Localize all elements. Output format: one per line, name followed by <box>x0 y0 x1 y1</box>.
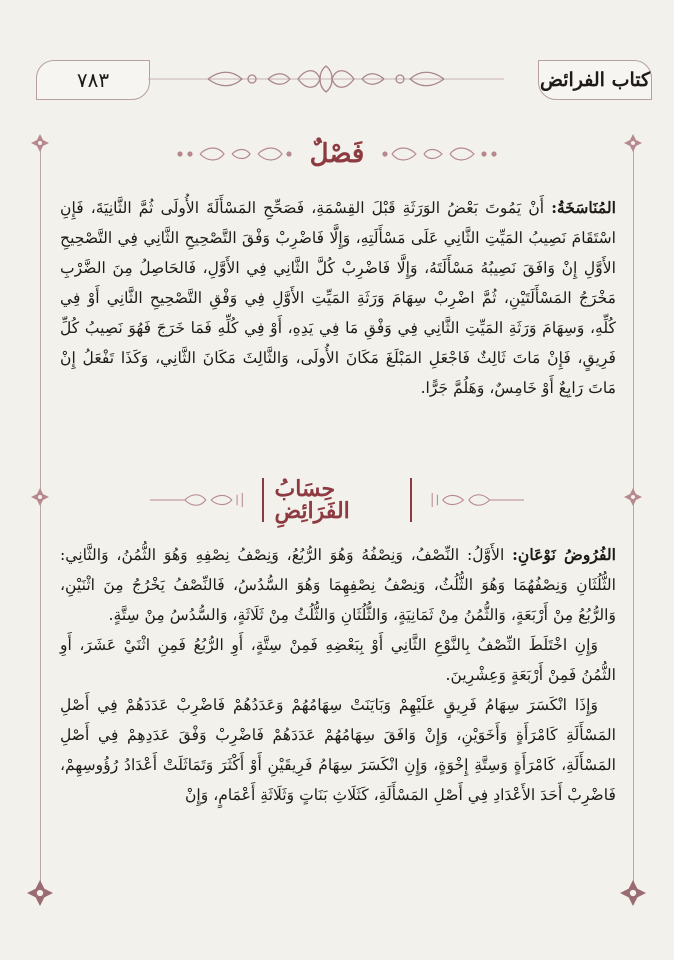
paragraph-text: وَإِذَا انْكَسَرَ سِهَامُ فَرِيقٍ عَلَيْهِمْ وَبَايَنَتْ سِهَامُهُمْ وَعَدَدُهُمْ فَاضْرِبْ عَدَدَهُمْ فِي أَصْلِ المَسْأَلَةِ كَامْرَأَةٍ وَأَخَوَيْنِ، وَإِنْ وَافَقَ سِهَامُهُمْ عَدَدَهُمْ فَاضْرِبْ وَفْقَ عَدَدِهِمْ فِي أَصْلِ المَسْأَلَةِ، كَامْرَأَةٍ وَسِتَّةِ إِخْوَةٍ، وَإِنِ انْكَسَرَ سِهَامُ فَرِيقَيْنِ أَوْ أَكْثَرَ وَتَمَاثَلَتْ أَعْدَادُ رُؤُوسِهِمْ، فَاضْرِبْ أَحَدَ الأَعْدَادِ فِي أَصْلِ المَسْأَلَةِ، كَثَلَاثِ بَنَاتٍ وَثَلَاثَةِ أَعْمَامٍ، وَإِنْ <box>60 696 616 804</box>
corner-ornament-icon <box>620 880 646 906</box>
paragraph-text: أَنْ يَمُوتَ بَعْضُ الوَرَثَةِ قَبْلَ القِسْمَةِ، فَصَحِّحِ المَسْأَلَةَ الأُولَى ثُمَّ الثَّانِيَةَ، فَإِنِ اسْتَقَامَ نَصِيبُ المَيِّتِ الثَّانِي عَلَى مَسْأَلَتِهِ، وَإِلَّا فَاضْرِبْ وَفْقَ التَّصْحِيحِ الثَّانِي فِي التَّصْحِيحِ الأَوَّلِ إِنْ وَافَقَ نَصِيبُهُ مَسْأَلَتَهُ، وَإِلَّا فَاضْرِبْ كُلَّ الثَّانِي فِي الأَوَّلِ، فَالحَاصِلُ مِنَ الضَّرْبِ مَخْرَجُ المَسْأَلَتَيْنِ، ثُمَّ اضْرِبْ سِهَامَ وَرَثَةِ المَيِّتِ الأَوَّلِ فِي وَفْقِ التَّصْحِيحِ الثَّانِي أَوْ فِي كُلِّهِ، وَسِهَامَ وَرَثَةِ المَيِّتِ الثَّانِي فِي وَفْقِ مَا فِي يَدِهِ، أَوْ فِي كُلِّهِ فَمَا خَرَجَ فَهُوَ نَصِيبُ كُلِّ فَرِيقٍ، فَإِنْ مَاتَ ثَالِثٌ فَاجْعَلِ المَبْلَغَ مَكَانَ الأُولَى، وَالثَّالِثَ مَكَانَ الثَّانِي، وَكَذَا تَفْعَلُ إِنْ مَاتَ رَابِعٌ أَوْ خَامِسٌ، وَهَلُمَّ جَرًّا. <box>60 199 616 397</box>
left-flourish-icon <box>174 144 294 164</box>
header-ornament <box>148 60 504 98</box>
paragraph-lead: المُنَاسَخَةُ: <box>551 198 616 217</box>
corner-ornament-icon <box>31 488 49 506</box>
section-header-hisab <box>150 476 524 524</box>
frame-right-line <box>633 150 634 890</box>
left-flourish-icon <box>150 490 254 510</box>
paragraph-text: الأَوَّلُ: النِّصْفُ، وَنِصْفُهُ وَهُوَ الرُّبُعُ، وَنِصْفُ نِصْفِهِ وَهُوَ الثُّمُنُ، وَالثَّانِي: الثُّلُثَانِ وَنِصْفُهُمَا وَهُوَ الثُّلُثُ، وَنِصْفُ نِصْفِهِمَا وَهُوَ السُّدُسُ، فَالنِّصْفُ يَخْرُجُ مِنَ اثْنَيْنِ، وَالرُّبُعُ مِنْ أَرْبَعَةٍ، وَالثُّمُنُ مِنْ ثَمَانِيَةٍ، وَالثُّلُثَانِ وَالثُّلُثُ مِنْ ثَلَاثَةٍ، وَالسُّدُسُ مِنْ سِتَّةٍ. <box>60 546 616 624</box>
section2-body <box>60 540 616 810</box>
right-flourish-icon <box>380 144 500 164</box>
section-title: حِسَابُ الفَرَائِضِ <box>262 478 411 522</box>
corner-ornament-icon <box>624 134 642 152</box>
corner-ornament-icon <box>31 134 49 152</box>
paragraph <box>60 690 616 810</box>
section1-body <box>60 193 616 403</box>
section-title: فَصْلٌ <box>309 139 365 169</box>
paragraph <box>60 193 616 403</box>
page-number: ٧٨٣ <box>36 60 150 100</box>
paragraph-lead: الفُرُوضُ نَوْعَانِ: <box>512 545 616 564</box>
paragraph <box>60 540 616 630</box>
book-title: كتاب الفرائض <box>538 60 652 100</box>
corner-ornament-icon <box>27 880 53 906</box>
right-flourish-icon <box>420 490 524 510</box>
frame-left-line <box>40 150 41 890</box>
paragraph <box>60 630 616 690</box>
corner-ornament-icon <box>624 488 642 506</box>
section-header-fasl <box>150 134 524 174</box>
paragraph-text: وَإِنِ اخْتَلَطَ النِّصْفُ بِالنَّوْعِ الثَّانِي أَوْ بِبَعْضِهِ فَمِنْ سِتَّةٍ، أَوِ الرُّبُعُ فَمِنِ اثْنَيْ عَشَرَ، أَوِ الثُّمُنُ فَمِنْ أَرْبَعَةٍ وَعِشْرِينَ. <box>60 636 616 684</box>
